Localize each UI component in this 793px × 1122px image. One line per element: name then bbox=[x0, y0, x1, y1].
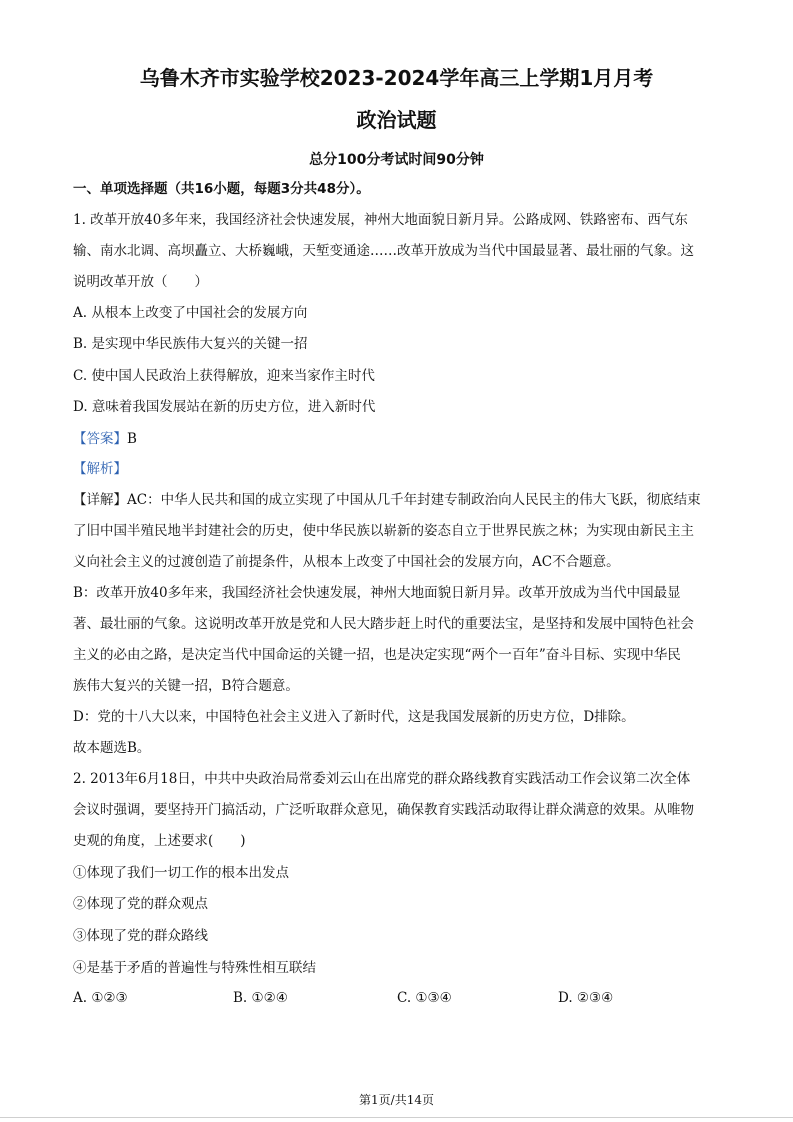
q1-stem-line-1: 1. 改革开放40多年来，我国经济社会快速发展，神州大地面貌日新月异。公路成网、铁路密布、西气东 bbox=[73, 212, 688, 228]
q1-detail-b-line-4: 族伟大复兴的关键一招，B符合题意。 bbox=[73, 678, 299, 694]
exam-info: 总分100分考试时间90分钟 bbox=[309, 152, 484, 168]
q1-detail-b-line-2: 著、最壮丽的气象。这说明改革开放是党和人民大踏步赶上时代的重要法宝，是坚持和发展中国特色社会 bbox=[73, 616, 694, 632]
q2-option-a: A. ①②③ bbox=[73, 990, 128, 1006]
q1-detail-line-3: 义向社会主义的过渡创造了前提条件，从根本上改变了中国社会的发展方向，AC不合题意。 bbox=[73, 554, 620, 570]
analysis-tag: 【解析】 bbox=[73, 461, 127, 477]
q1-option-d: D. 意味着我国发展站在新的历史方位，进入新时代 bbox=[73, 399, 376, 415]
answer-value: B bbox=[127, 431, 137, 447]
q2-item-1: ①体现了我们一切工作的根本出发点 bbox=[73, 865, 289, 881]
q1-detail-d: D：党的十八大以来，中国特色社会主义进入了新时代，这是我国发展新的历史方位，D排除。 bbox=[73, 709, 635, 725]
q2-option-b: B. ①②④ bbox=[233, 990, 288, 1006]
section-heading: 一、单项选择题（共16小题，每题3分共48分）。 bbox=[73, 181, 370, 197]
document-subject: 政治试题 bbox=[356, 108, 437, 132]
document-title: 乌鲁木齐市实验学校2023-2024学年高三上学期1月月考 bbox=[139, 66, 654, 90]
page-number: 第1页/共14页 bbox=[359, 1093, 434, 1107]
q1-conclusion: 故本题选B。 bbox=[73, 740, 151, 756]
q2-stem-line-1: 2. 2013年6月18日，中共中央政治局常委刘云山在出席党的群众路线教育实践活动工作会议第二次全体 bbox=[73, 771, 691, 787]
q2-item-4: ④是基于矛盾的普遍性与特殊性相互联结 bbox=[73, 960, 316, 976]
q2-item-2: ②体现了党的群众观点 bbox=[73, 896, 208, 912]
footer-divider bbox=[0, 1117, 793, 1118]
q2-stem-line-2: 会议时强调，要坚持开门搞活动，广泛听取群众意见，确保教育实践活动取得让群众满意的效果。从唯物 bbox=[73, 802, 694, 818]
q2-option-c: C. ①③④ bbox=[397, 990, 452, 1006]
q1-option-a: A. 从根本上改变了中国社会的发展方向 bbox=[73, 305, 308, 321]
q1-detail-b-line-1: B：改革开放40多年来，我国经济社会快速发展，神州大地面貌日新月异。改革开放成为当代中国最显 bbox=[73, 585, 681, 601]
q1-option-c: C. 使中国人民政治上获得解放，迎来当家作主时代 bbox=[73, 368, 375, 384]
q1-stem-line-2: 输、南水北调、高坝矗立、大桥巍峨，天堑变通途……改革开放成为当代中国最显著、最壮丽的气象。这 bbox=[73, 243, 694, 259]
q1-stem-line-3: 说明改革开放（ ） bbox=[73, 274, 208, 290]
q1-detail-b-line-3: 主义的必由之路，是决定当代中国命运的关键一招，也是决定实现“两个一百年”奋斗目标、实现中华民 bbox=[73, 647, 681, 663]
q2-stem-line-3: 史观的角度，上述要求( ) bbox=[73, 833, 246, 849]
q2-item-3: ③体现了党的群众路线 bbox=[73, 928, 208, 944]
answer-tag: 【答案】 bbox=[73, 431, 127, 447]
q2-option-d: D. ②③④ bbox=[558, 990, 614, 1006]
q1-answer bbox=[73, 429, 723, 449]
q1-detail-line-1: 【详解】AC：中华人民共和国的成立实现了中国从几千年封建专制政治向人民民主的伟大飞跃，彻底结束 bbox=[73, 492, 701, 508]
q1-detail-line-2: 了旧中国半殖民地半封建社会的历史，使中华民族以崭新的姿态自立于世界民族之林；为实现由新民主主 bbox=[73, 523, 694, 539]
q1-option-b: B. 是实现中华民族伟大复兴的关键一招 bbox=[73, 336, 308, 352]
